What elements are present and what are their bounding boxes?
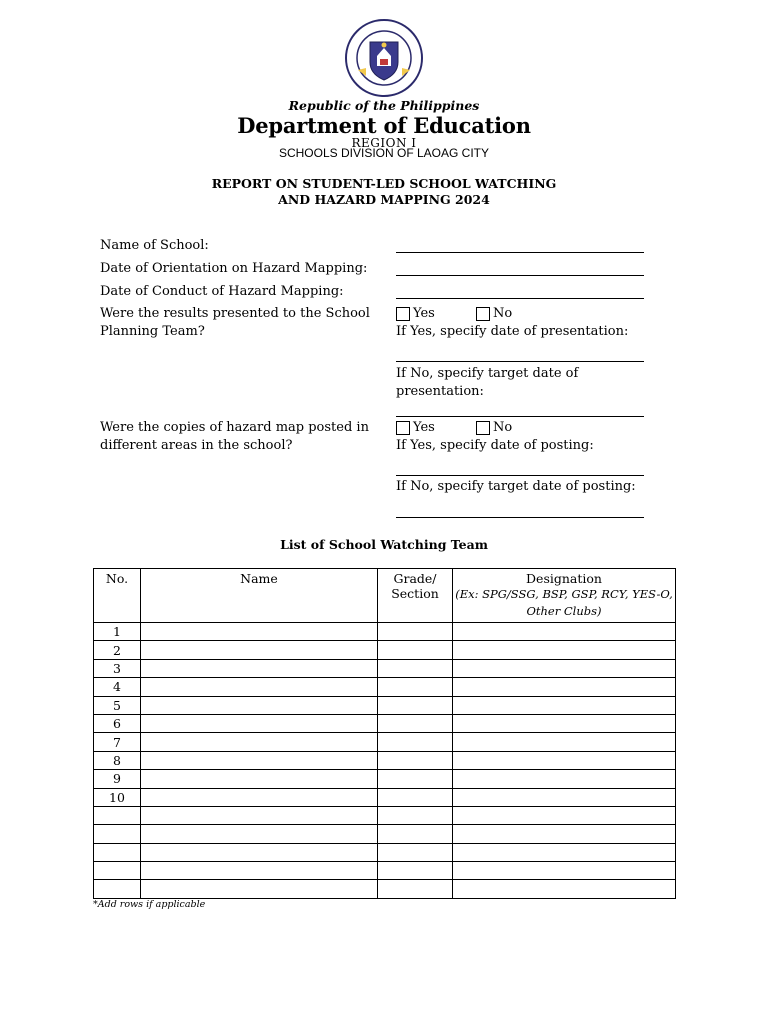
q2-label-line1: Were the copies of hazard map posted in [100, 420, 369, 435]
grade-section-cell[interactable] [378, 770, 453, 788]
grade-section-cell[interactable] [378, 806, 453, 824]
row-number-cell [94, 843, 141, 861]
name-cell[interactable] [141, 678, 378, 696]
date-conduct-label: Date of Conduct of Hazard Mapping: [100, 284, 344, 299]
team-table-header-row [94, 569, 676, 623]
q1-yes-checkbox[interactable] [396, 307, 410, 321]
name-cell[interactable] [141, 696, 378, 714]
name-of-school-field[interactable] [396, 252, 644, 253]
table-row [94, 843, 676, 861]
table-row [94, 880, 676, 898]
date-orientation-label: Date of Orientation on Hazard Mapping: [100, 261, 368, 276]
designation-cell[interactable] [453, 843, 676, 861]
designation-cell[interactable] [453, 659, 676, 677]
q2-if-yes-label: If Yes, specify date of posting: [396, 438, 594, 453]
q1-target-date-field[interactable] [396, 416, 644, 417]
name-cell[interactable] [141, 659, 378, 677]
designation-cell[interactable] [453, 678, 676, 696]
name-cell[interactable] [141, 880, 378, 898]
designation-cell[interactable] [453, 696, 676, 714]
designation-cell[interactable] [453, 641, 676, 659]
row-number-cell: 6 [94, 714, 141, 732]
q2-yes-label: Yes [413, 420, 435, 435]
grade-section-cell[interactable] [378, 843, 453, 861]
designation-cell[interactable] [453, 751, 676, 769]
table-row [94, 696, 676, 714]
grade-section-column-header: Grade/ Section [378, 569, 453, 623]
name-cell[interactable] [141, 825, 378, 843]
name-cell[interactable] [141, 733, 378, 751]
add-rows-footnote: *Add rows if applicable [93, 899, 206, 910]
table-row [94, 770, 676, 788]
grade-section-cell[interactable] [378, 788, 453, 806]
designation-cell[interactable] [453, 770, 676, 788]
q2-if-no-label: If No, specify target date of posting: [396, 479, 636, 494]
name-cell[interactable] [141, 843, 378, 861]
q2-yes-checkbox[interactable] [396, 421, 410, 435]
grade-section-cell[interactable] [378, 714, 453, 732]
grade-section-cell[interactable] [378, 696, 453, 714]
report-title-line2: AND HAZARD MAPPING 2024 [278, 192, 490, 207]
grade-section-cell[interactable] [378, 733, 453, 751]
table-row [94, 751, 676, 769]
designation-cell[interactable] [453, 880, 676, 898]
row-number-cell [94, 880, 141, 898]
row-number-cell: 5 [94, 696, 141, 714]
designation-cell[interactable] [453, 733, 676, 751]
row-number-cell: 4 [94, 678, 141, 696]
table-row [94, 862, 676, 880]
designation-note: (Ex: SPG/SSG, BSP, GSP, RCY, YES-O, Other Clubs) [455, 587, 673, 618]
q2-target-date-field[interactable] [396, 517, 644, 518]
designation-cell[interactable] [453, 806, 676, 824]
name-cell[interactable] [141, 806, 378, 824]
grade-section-cell[interactable] [378, 659, 453, 677]
table-row [94, 788, 676, 806]
grade-section-cell[interactable] [378, 641, 453, 659]
grade-section-cell[interactable] [378, 623, 453, 641]
designation-column-header: Designation (Ex: SPG/SSG, BSP, GSP, RCY, YES-O, Other Clubs) [453, 569, 676, 623]
table-row [94, 714, 676, 732]
name-cell[interactable] [141, 751, 378, 769]
team-table [93, 568, 676, 899]
q2-no-checkbox[interactable] [476, 421, 490, 435]
q1-if-no-label-line1: If No, specify target date of [396, 366, 579, 381]
row-number-cell: 8 [94, 751, 141, 769]
name-cell[interactable] [141, 641, 378, 659]
table-row [94, 825, 676, 843]
row-number-cell [94, 862, 141, 880]
row-number-cell: 3 [94, 659, 141, 677]
grade-section-cell[interactable] [378, 678, 453, 696]
name-column-header: Name [141, 569, 378, 623]
q1-no-label: No [493, 306, 513, 321]
report-title-line1: REPORT ON STUDENT-LED SCHOOL WATCHING [211, 176, 557, 191]
name-cell[interactable] [141, 623, 378, 641]
table-row [94, 733, 676, 751]
row-number-cell: 2 [94, 641, 141, 659]
grade-section-cell[interactable] [378, 751, 453, 769]
q1-if-no-label-line2: presentation: [396, 384, 484, 399]
date-orientation-field[interactable] [396, 275, 644, 276]
name-cell[interactable] [141, 788, 378, 806]
table-row [94, 678, 676, 696]
q1-presentation-date-field[interactable] [396, 361, 644, 362]
team-table-container [93, 568, 675, 899]
name-cell[interactable] [141, 714, 378, 732]
division-heading: SCHOOLS DIVISION OF LAOAG CITY [278, 146, 490, 160]
no-column-header: No. [94, 569, 141, 623]
q2-posting-date-field[interactable] [396, 475, 644, 476]
table-row [94, 641, 676, 659]
row-number-cell: 1 [94, 623, 141, 641]
q2-no-label: No [493, 420, 513, 435]
republic-heading: Republic of the Philippines [288, 98, 480, 113]
table-row [94, 623, 676, 641]
q1-label-line1: Were the results presented to the School [100, 306, 370, 321]
row-number-cell [94, 806, 141, 824]
designation-cell[interactable] [453, 825, 676, 843]
row-number-cell: 9 [94, 770, 141, 788]
q1-label-line2: Planning Team? [100, 324, 205, 339]
department-heading: Department of Education [237, 113, 531, 138]
q1-no-checkbox[interactable] [476, 307, 490, 321]
q1-yes-label: Yes [413, 306, 435, 321]
team-list-title: List of School Watching Team [280, 537, 488, 552]
designation-cell[interactable] [453, 862, 676, 880]
designation-cell[interactable] [453, 788, 676, 806]
designation-cell[interactable] [453, 623, 676, 641]
designation-cell[interactable] [453, 714, 676, 732]
grade-section-cell[interactable] [378, 825, 453, 843]
grade-section-cell[interactable] [378, 880, 453, 898]
name-cell[interactable] [141, 862, 378, 880]
name-cell[interactable] [141, 770, 378, 788]
q1-if-yes-label: If Yes, specify date of presentation: [396, 324, 629, 339]
table-row [94, 659, 676, 677]
deped-seal-logo [344, 18, 424, 98]
date-conduct-field[interactable] [396, 298, 644, 299]
row-number-cell: 7 [94, 733, 141, 751]
table-row [94, 806, 676, 824]
grade-section-cell[interactable] [378, 862, 453, 880]
name-of-school-label: Name of School: [100, 238, 209, 253]
region-heading: REGION I [351, 136, 417, 150]
row-number-cell: 10 [94, 788, 141, 806]
q2-label-line2: different areas in the school? [100, 438, 293, 453]
row-number-cell [94, 825, 141, 843]
